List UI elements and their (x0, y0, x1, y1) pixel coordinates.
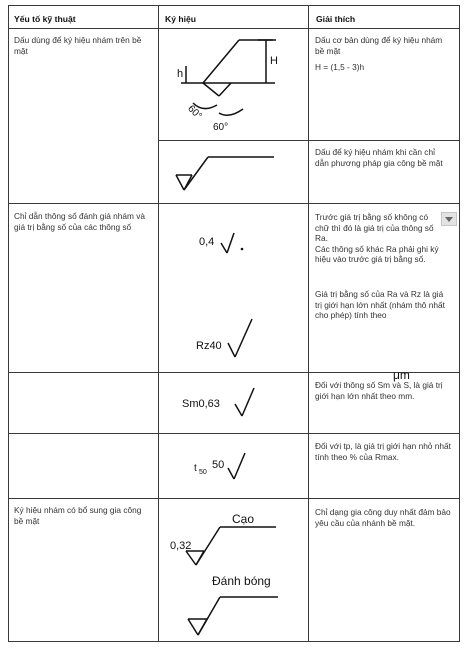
caret-down-icon (445, 217, 453, 222)
row-1-element: Dấu dùng để ký hiệu nhám trên bề mặt (14, 35, 142, 56)
header-explanation: Giải thích (316, 14, 356, 24)
dropdown-button[interactable] (441, 212, 457, 226)
table-border (8, 5, 9, 642)
ra-value: 0,4 (199, 236, 215, 248)
table-border (8, 498, 460, 499)
tp-roughness-symbol (190, 441, 270, 497)
explanation-text: Dấu cơ bản dùng để ký hiệu nhám bề mặt (315, 35, 443, 56)
angle-label: 60° (213, 122, 229, 133)
table-border (8, 433, 460, 434)
angle-label: 60° (185, 103, 204, 122)
height-H-label: H (270, 55, 278, 67)
table-border (158, 5, 159, 642)
table-border (459, 5, 460, 642)
row-6-explanation: Chỉ dạng gia công duy nhất đảm bảo yêu cầu của nhánh bề mặt. (315, 507, 451, 528)
header-symbol: Ký hiệu (165, 14, 197, 24)
polishing-roughness-symbol (168, 571, 288, 641)
scraping-roughness-symbol (168, 505, 288, 567)
row-1-explanation (315, 35, 453, 73)
table-border (8, 203, 460, 204)
technical-table (8, 5, 460, 642)
rz-roughness-symbol (194, 311, 264, 367)
row-3-element: Chỉ dẫn thông số đánh giá nhám và giá trị bằng số của các thông số (14, 211, 146, 232)
ra-roughness-symbol (193, 225, 253, 265)
tp-subscript: 50 (199, 469, 207, 476)
sm-value: Sm0,63 (182, 398, 220, 410)
scraping-roughness-value: 0,32 (170, 540, 192, 552)
row-5-explanation: Đối với tp, là giá trị giới hạn nhỏ nhất tính theo % của Rmax. (315, 441, 451, 462)
sm-roughness-symbol (180, 380, 270, 430)
polishing-label: Đánh bóng (212, 574, 271, 588)
unit-label: μm (393, 368, 410, 382)
table-border (8, 641, 460, 642)
rz-value: Rz40 (196, 340, 222, 352)
row-4-explanation: Đối với thông số Sm và S, là giá trị giới hạn lớn nhất theo mm. (315, 380, 443, 401)
table-border (8, 28, 460, 29)
explanation-text: H = (1,5 - 3)h (315, 62, 365, 73)
table-border (8, 5, 460, 6)
explanation-text: Các thông số khác Ra phải ghi ký hiệu vào trước giá trị bằng số. (315, 243, 439, 265)
scraping-label: Cạo (232, 512, 255, 526)
table-divider (158, 140, 460, 141)
machining-roughness-symbol (168, 153, 288, 198)
row-6-element: Ký hiệu nhám có bổ sung gia công bề mặt (14, 505, 142, 526)
height-h-label: h (177, 68, 184, 80)
tp-letter: t (194, 463, 197, 474)
row-3-explanation (315, 212, 443, 321)
explanation-text: Giá trị bằng số của Ra và Rz là giá trị giới hạn lớn nhất (nhám thô nhất cho phép) tính theo (315, 288, 445, 321)
row-2-explanation: Dấu để ký hiệu nhám khi cần chỉ dẫn phương pháp gia công bề mặt (315, 147, 443, 168)
basic-roughness-symbol (163, 33, 307, 139)
header-technical-element: Yếu tố kỹ thuật (14, 14, 76, 24)
tp-value: 50 (212, 459, 225, 471)
explanation-text: Trước giá trị bằng số không có chữ thì đó là giá trị của thông số Ra. (315, 212, 434, 244)
table-border (308, 5, 309, 642)
